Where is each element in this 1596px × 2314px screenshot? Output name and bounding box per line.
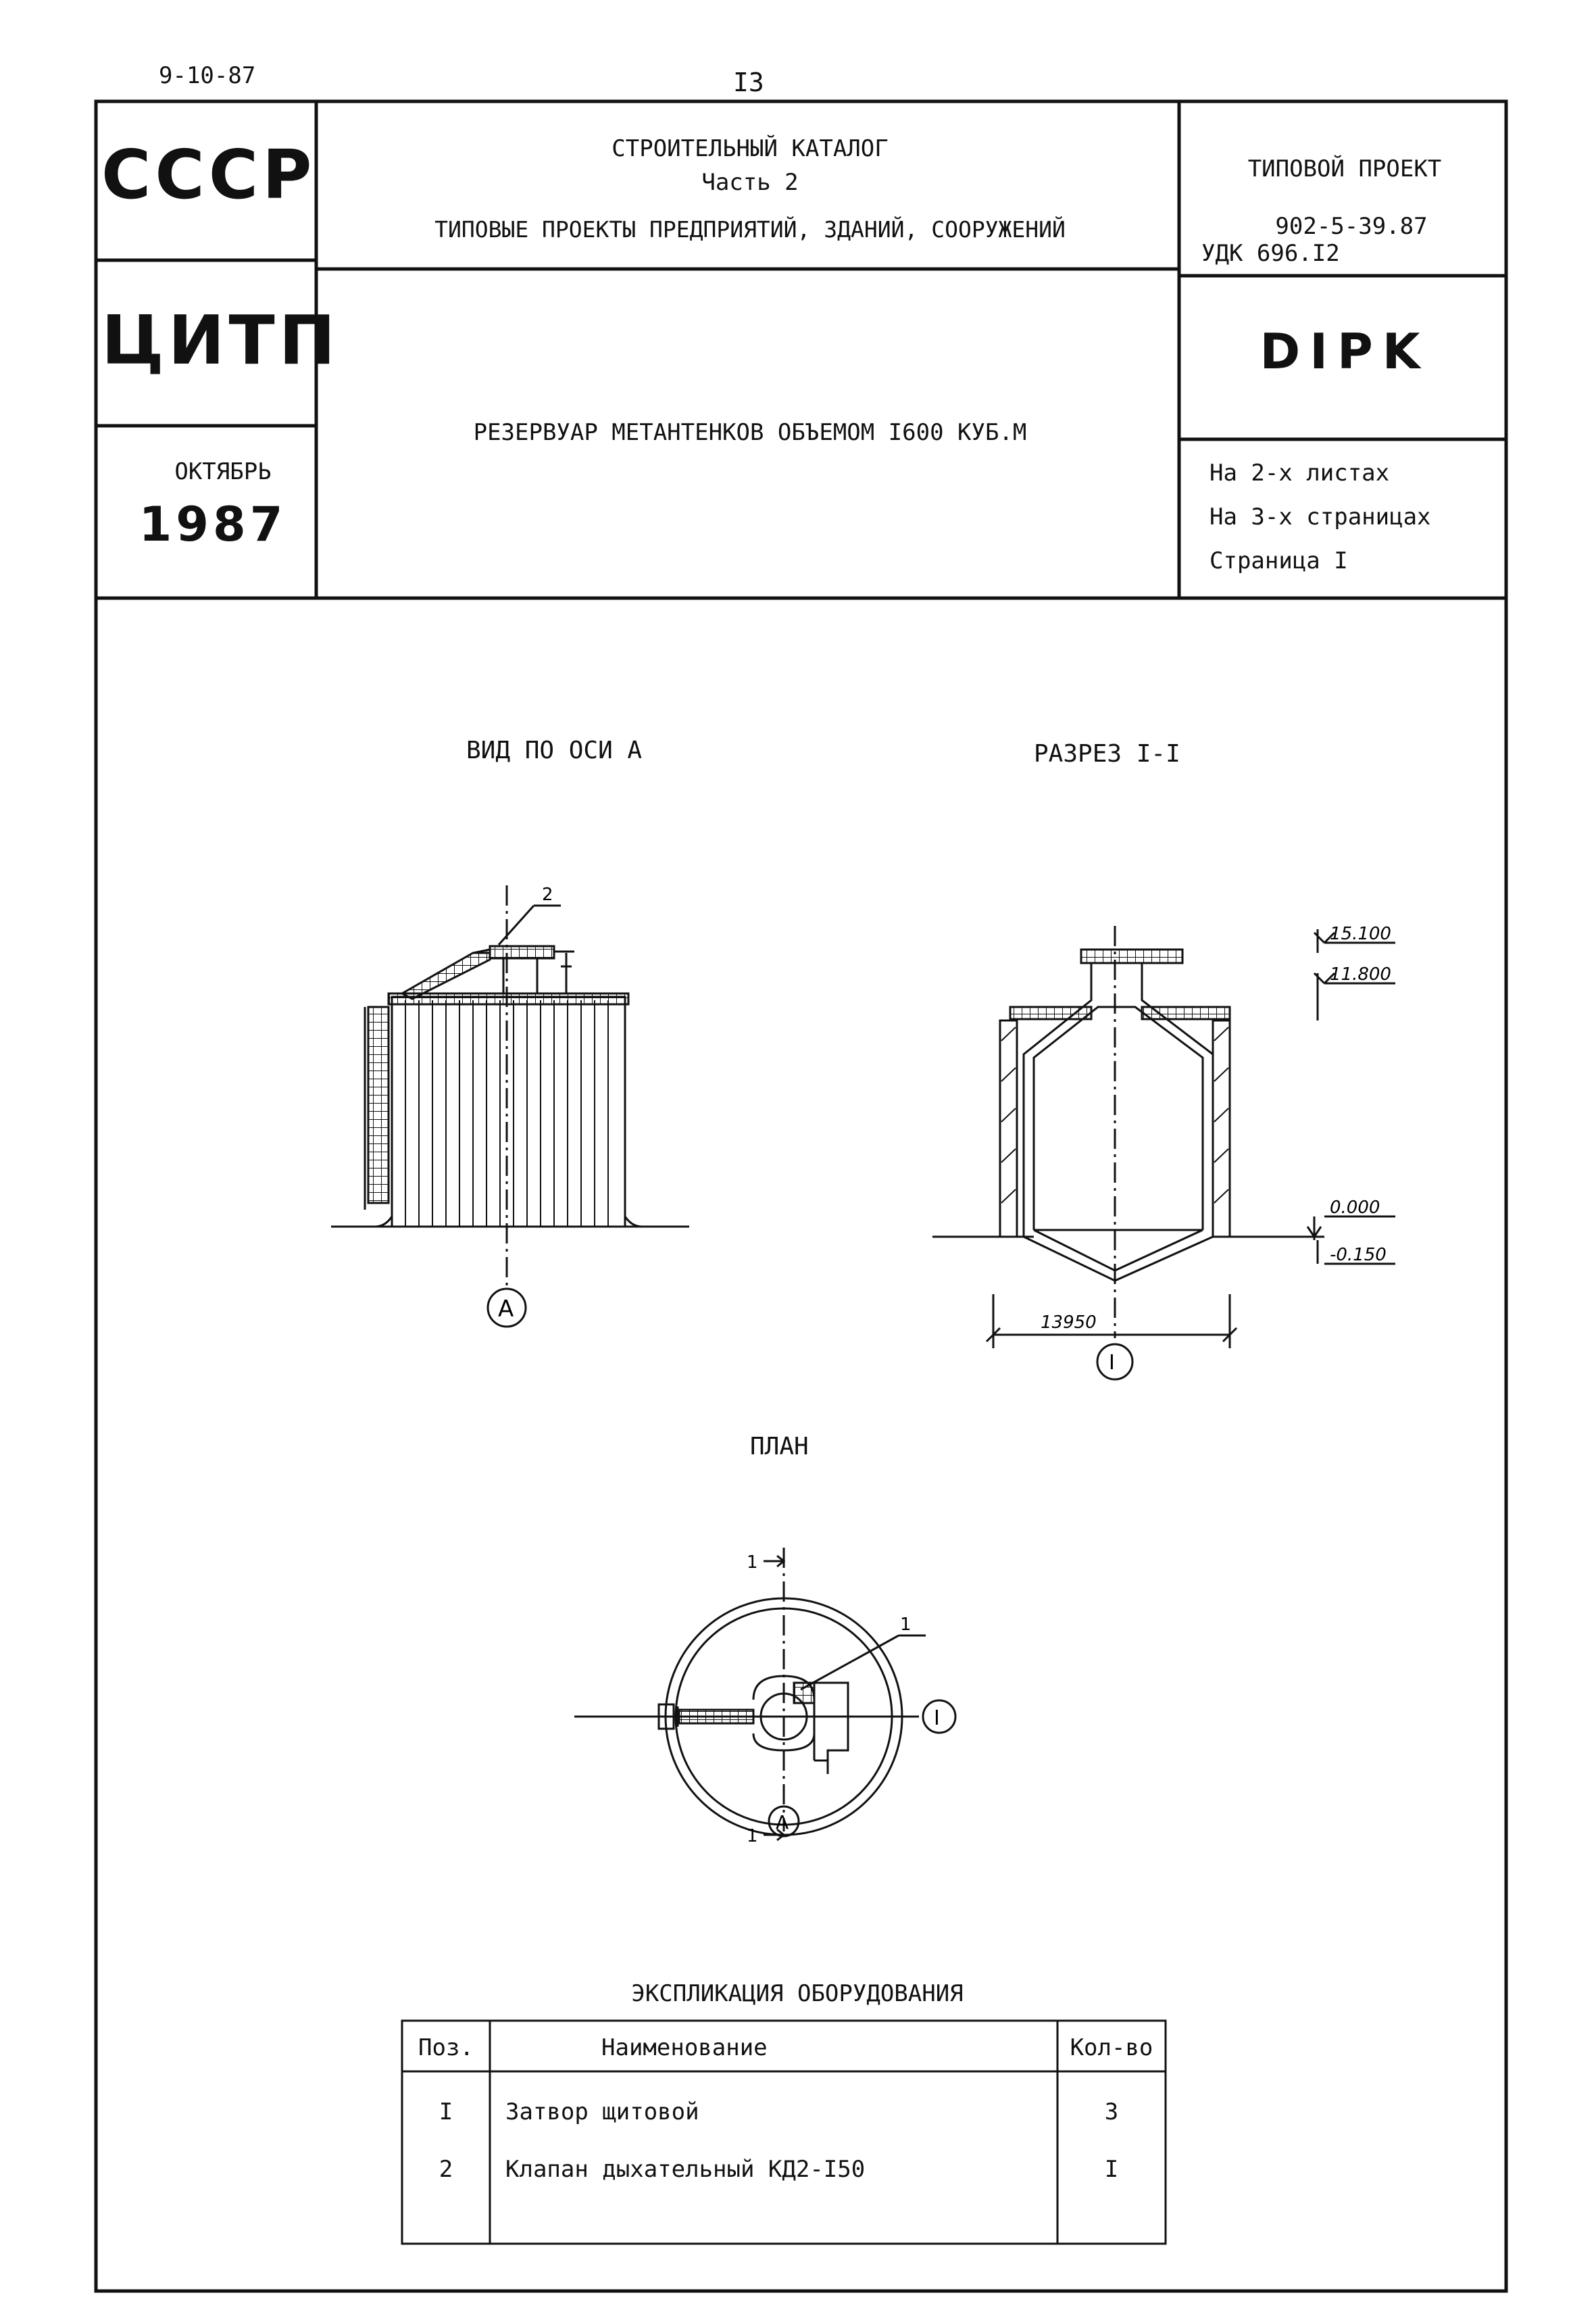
equipment-table-title: ЭКСПЛИКАЦИЯ ОБОРУДОВАНИЯ [631, 1980, 964, 2007]
page-number: I3 [733, 68, 764, 97]
catalog-title: СТРОИТЕЛЬНЫЙ КАТАЛОГ [612, 135, 889, 162]
page-indicator: Страница I [1210, 547, 1348, 574]
axis-1-label: I [1109, 1351, 1115, 1375]
date-stamp: 9-10-87 [159, 62, 256, 89]
section-mark-top: 1 [747, 1552, 758, 1573]
pages-count: На 3-х страницах [1210, 503, 1431, 531]
view-title: ВИД ПО ОСИ А [466, 737, 643, 764]
table-row-2-pos: 2 [439, 2156, 453, 2183]
plan-axis-1-label: I [934, 1706, 940, 1730]
elevation-mid: 11.800 [1330, 964, 1391, 985]
project-number: 902-5-39.87 [1275, 213, 1428, 240]
org-ussr: СССР [101, 135, 316, 214]
diameter-dimension: 13950 [1041, 1312, 1097, 1333]
callout-2-label: 2 [542, 885, 553, 905]
catalog-part: Часть 2 [701, 169, 799, 196]
table-row-1-pos: I [439, 2098, 453, 2125]
callout-1-label: 1 [900, 1615, 912, 1635]
sheets-count: На 2-х листах [1210, 460, 1390, 487]
section-mark-bottom: 1 [747, 1826, 758, 1846]
table-row-1-name: Затвор щитовой [505, 2098, 699, 2125]
elevation-top: 15.100 [1330, 924, 1391, 944]
object-title: РЕЗЕРВУАР МЕТАНТЕНКОВ ОБЪЕМОМ I600 КУБ.М [473, 419, 1027, 446]
plan-axis-a-label: А [776, 1811, 789, 1833]
table-header-qty: Кол-во [1070, 2034, 1153, 2061]
table-header-pos: Поз. [418, 2034, 474, 2061]
table-row-2-qty: I [1104, 2156, 1119, 2183]
project-label: ТИПОВОЙ ПРОЕКТ [1247, 155, 1442, 182]
elevation-zero: 0.000 [1330, 1198, 1380, 1218]
plan-title: ПЛАН [750, 1433, 809, 1460]
issue-year: 1987 [139, 497, 287, 552]
elevation-minus: -0.150 [1330, 1245, 1387, 1265]
org-citp: ЦИТП [101, 301, 340, 380]
issue-month: ОКТЯБРЬ [174, 458, 272, 485]
catalog-subtitle: ТИПОВЫЕ ПРОЕКТЫ ПРЕДПРИЯТИЙ, ЗДАНИЙ, СООРУЖЕНИЙ [434, 216, 1066, 243]
udk-code: УДК 696.I2 [1201, 240, 1340, 267]
table-row-1-qty: 3 [1104, 2098, 1119, 2125]
section-title: РАЗРЕЗ I-I [1034, 740, 1180, 768]
axis-a-label: А [498, 1296, 514, 1323]
table-header-name: Наименование [601, 2034, 768, 2061]
table-row-2-name: Клапан дыхательный КД2-I50 [505, 2156, 866, 2183]
document-code: DIPK [1260, 323, 1430, 380]
